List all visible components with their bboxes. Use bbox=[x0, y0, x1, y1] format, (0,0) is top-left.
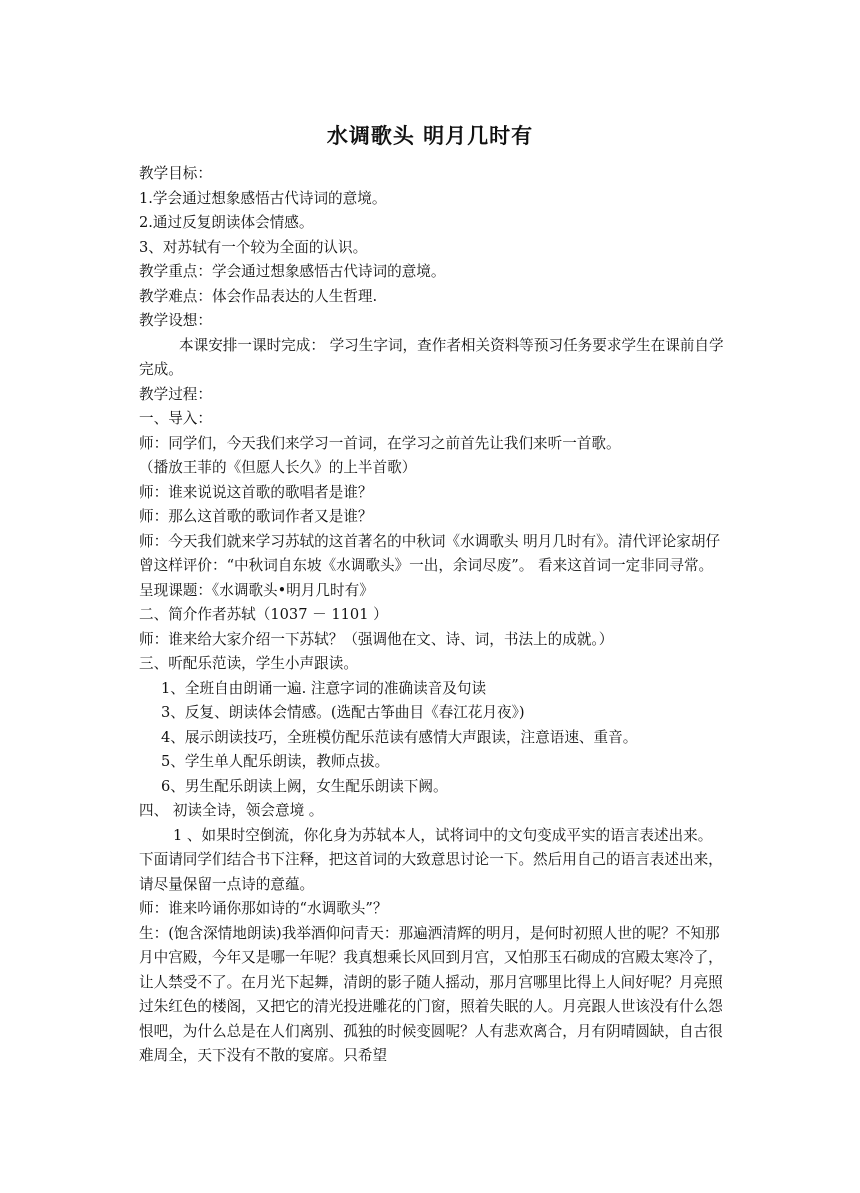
section-heading-process: 教学过程： bbox=[139, 385, 212, 403]
objective-item: 2.通过反复朗读体会情感。 bbox=[139, 214, 314, 231]
dialogue-line: 师：谁来给大家介绍一下苏轼？（强调他在文、诗、词，书法上的成就。） bbox=[139, 630, 614, 648]
sub-step: 3、反复、朗读体会情感。(选配古筝曲目《春江花月夜》) bbox=[161, 704, 525, 721]
page-title: 水调歌头 明月几时有 bbox=[326, 124, 534, 148]
step-heading: 一、导入： bbox=[139, 410, 212, 427]
sub-step: 1、全班自由朗诵一遍. 注意字词的准确读音及句读 bbox=[161, 679, 487, 697]
dialogue-line: 师：谁来吟诵你那如诗的“水调歌头”？ bbox=[139, 900, 388, 917]
step-heading: 三、听配乐范读，学生小声跟读。 bbox=[139, 655, 358, 672]
dialogue-line: （播放王菲的《但愿人长久》的上半首歌） bbox=[139, 459, 417, 476]
key-point: 教学重点：学会通过想象感悟古代诗词的意境。 bbox=[139, 263, 446, 280]
step-heading: 二、简介作者苏轼（1037 － 1101 ） bbox=[139, 606, 388, 623]
objective-item: 1.学会通过想象感悟古代诗词的意境。 bbox=[139, 189, 387, 207]
dialogue-line: 师：那么这首歌的歌词作者又是谁？ bbox=[139, 508, 373, 525]
document-body bbox=[139, 162, 725, 1069]
section-heading-objectives: 教学目标： bbox=[139, 165, 212, 182]
plan-paragraph: 本课安排一课时完成： 学习生字词，查作者相关资料等预习任务要求学生在课前自学完成。 bbox=[139, 336, 724, 378]
objective-item: 3、对苏轼有一个较为全面的认识。 bbox=[139, 238, 368, 256]
section-heading-plan: 教学设想： bbox=[139, 312, 212, 329]
student-response-paragraph: 生：(饱含深情地朗读)我举酒仰问青天：那遍洒清辉的明月，是何时初照人世的呢？不知那月中宫殿，今年又是哪一年呢？我真想乘长风回到月宫，又怕那玉石砌成的宫殿太寒冷了，让人禁受不了。在月光下起舞，清朗的影子随人摇动，那月宫哪里比得上人间好呢？月亮照过朱红色的楼阁，又把它的清光投进雕花的门窗，照着失眠的人。月亮跟人世该没有什么怨恨吧，为什么总是在人们离别、孤独的时候变圆呢？人有悲欢离合，月有阴晴圆缺，自古很难周全，天下没有不散的宴席。只希望 bbox=[139, 924, 723, 1064]
dialogue-line: 师：谁来说说这首歌的歌唱者是谁？ bbox=[139, 483, 373, 501]
dialogue-paragraph: 师：今天我们就来学习苏轼的这首著名的中秋词《水调歌头 明月几时有》。清代评论家胡仔曾这样评价：“中秋词自东坡《水调歌头》一出，余词尽废”。 看来这首词一定非同寻常。呈现课题：《水调歌头•明月几时有》 bbox=[139, 532, 721, 599]
activity-paragraph: 1 、如果时空倒流，你化身为苏轼本人，试将词中的文句变成平实的语言表述出来。下面请同学们结合书下注释，把这首词的大致意思讨论一下。然后用自己的语言表述出来，请尽量保留一点诗的意蕴。 bbox=[139, 826, 723, 893]
sub-step: 6、男生配乐朗读上阙，女生配乐朗读下阙。 bbox=[161, 777, 448, 795]
dialogue-line: 师：同学们，今天我们来学习一首词，在学习之前首先让我们来听一首歌。 bbox=[139, 434, 621, 452]
step-heading: 四、 初读全诗，领会意境 。 bbox=[139, 802, 324, 819]
sub-step: 5、学生单人配乐朗读，教师点拔。 bbox=[161, 753, 390, 770]
difficult-point: 教学难点：体会作品表达的人生哲理. bbox=[139, 287, 378, 305]
sub-step: 4、展示朗读技巧，全班模仿配乐范读有感情大声跟读，注意语速、重音。 bbox=[161, 728, 638, 746]
